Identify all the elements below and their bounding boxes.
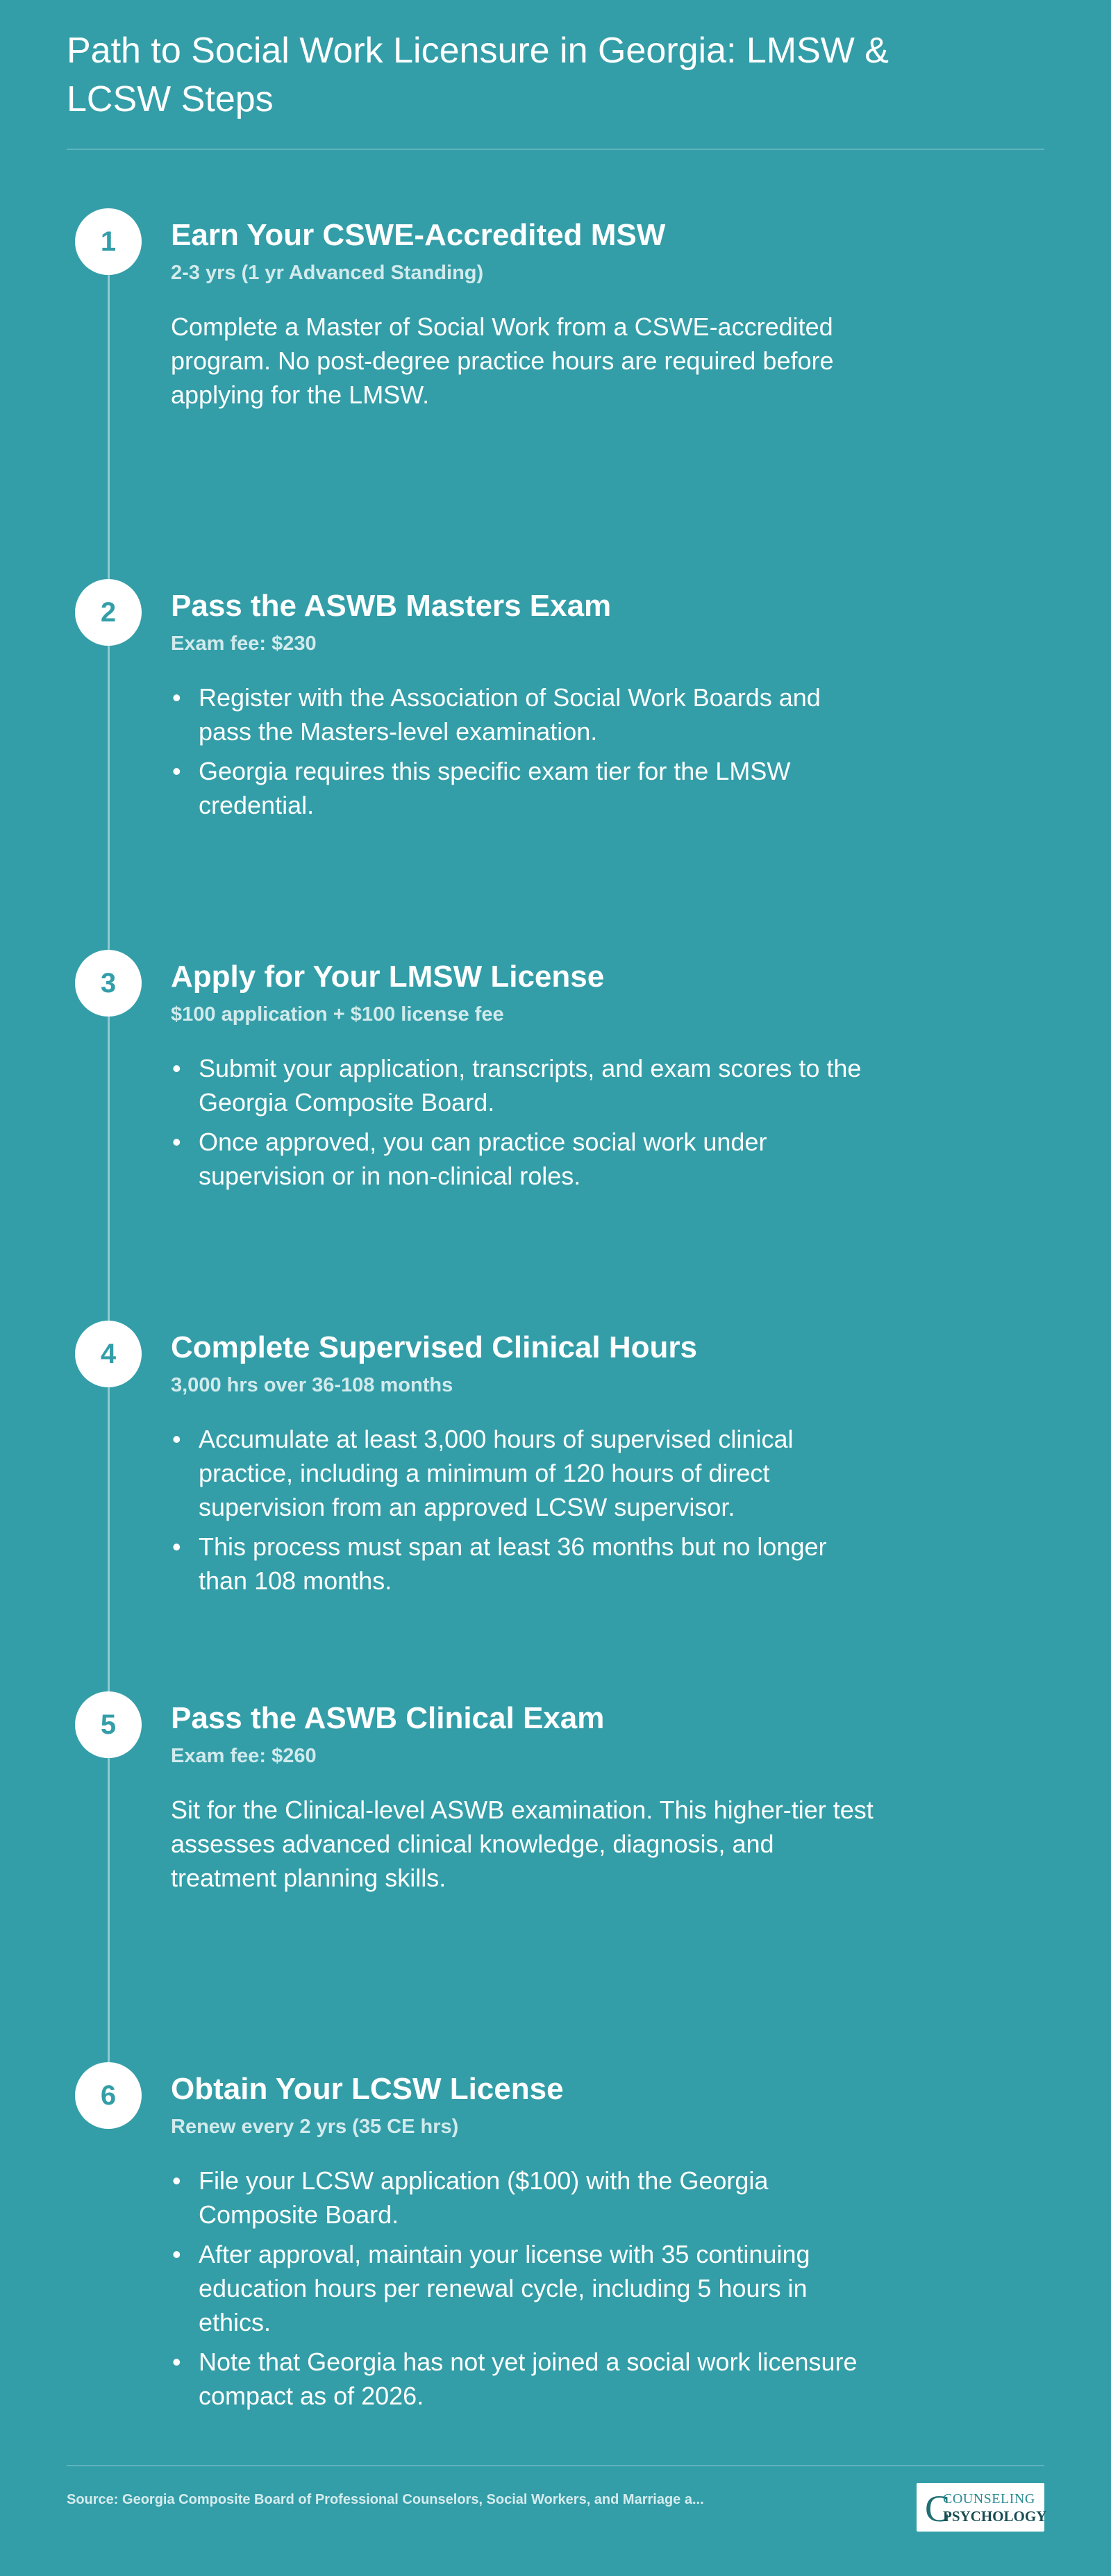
step-number-badge: 6	[75, 2062, 142, 2129]
counseling-psychology-logo[interactable]	[917, 2483, 1047, 2532]
step-content	[171, 2072, 879, 2418]
step-number-badge: 5	[75, 1691, 142, 1758]
step-bullet-item: • After approval, maintain your license with 35 continuing education hours per renewal cycle, including 5 hours in ethics.	[171, 2237, 879, 2339]
source-citation: Source: Georgia Composite Board of Professional Counselors, Social Workers, and Marriage a...	[67, 2492, 704, 2507]
step-content	[171, 1330, 879, 1603]
step-bullet-item: • Register with the Association of Social Work Boards and pass the Masters-level examination.	[171, 680, 879, 748]
timeline-line	[108, 242, 110, 2096]
step-number-badge: 4	[75, 1321, 142, 1387]
step-title: Earn Your CSWE-Accredited MSW	[171, 218, 666, 252]
step-bullet-item: • This process must span at least 36 months but no longer than 108 months.	[171, 1530, 879, 1598]
logo-text-counseling: COUNSELING	[943, 2491, 1035, 2507]
step-bullet-item: • Note that Georgia has not yet joined a social work licensure compact as of 2026.	[171, 2345, 879, 2413]
step-content	[171, 960, 879, 1198]
step-content	[171, 589, 879, 828]
step-bullet-list	[171, 1422, 879, 1598]
step-bullet-item: • Once approved, you can practice social work under supervision or in non-clinical roles.	[171, 1125, 879, 1193]
step-meta: Exam fee: $260	[171, 1745, 317, 1767]
step-meta: 3,000 hrs over 36-108 months	[171, 1374, 453, 1396]
page-title: Path to Social Work Licensure in Georgia: LMSW & LCSW Steps	[67, 31, 889, 119]
step-number-badge: 2	[75, 579, 142, 646]
step-title: Apply for Your LMSW License	[171, 960, 605, 994]
step-number-badge: 1	[75, 208, 142, 275]
step-title: Complete Supervised Clinical Hours	[171, 1330, 697, 1364]
step-meta: $100 application + $100 license fee	[171, 1003, 504, 1026]
step-bullet-item: • Georgia requires this specific exam tier for the LMSW credential.	[171, 754, 879, 822]
step-title: Obtain Your LCSW License	[171, 2072, 564, 2106]
step-title: Pass the ASWB Masters Exam	[171, 589, 612, 623]
step-content	[171, 218, 879, 412]
step-number-badge: 3	[75, 950, 142, 1017]
step-bullet-list	[171, 680, 879, 822]
step-meta: Exam fee: $230	[171, 633, 317, 655]
step-bullet-list	[171, 2164, 879, 2413]
footer-divider	[67, 2465, 1044, 2466]
title-divider	[67, 149, 1044, 150]
step-content	[171, 1701, 879, 1895]
logo-text-psychology: PSYCHOLOGY	[943, 2508, 1047, 2525]
step-description: Complete a Master of Social Work from a CSWE-accredited program. No post-degree practice hours are required before applying for the LMSW.	[171, 312, 834, 409]
step-bullet-item: • Accumulate at least 3,000 hours of supervised clinical practice, including a minimum of 120 hours of direct supervision from an approved LCSW supervisor.	[171, 1422, 879, 1524]
step-meta: Renew every 2 yrs (35 CE hrs)	[171, 2116, 459, 2138]
step-bullet-item: • Submit your application, transcripts, and exam scores to the Georgia Composite Board.	[171, 1051, 879, 1119]
step-description: Sit for the Clinical-level ASWB examination. This higher-tier test assesses advanced clinical knowledge, diagnosis, and treatment planning skills.	[171, 1796, 874, 1892]
step-bullet-list	[171, 1051, 879, 1193]
step-meta: 2-3 yrs (1 yr Advanced Standing)	[171, 262, 484, 284]
step-title: Pass the ASWB Clinical Exam	[171, 1701, 605, 1735]
logo-c-icon: C	[925, 2488, 951, 2529]
step-bullet-item: • File your LCSW application ($100) with the Georgia Composite Board.	[171, 2164, 879, 2232]
